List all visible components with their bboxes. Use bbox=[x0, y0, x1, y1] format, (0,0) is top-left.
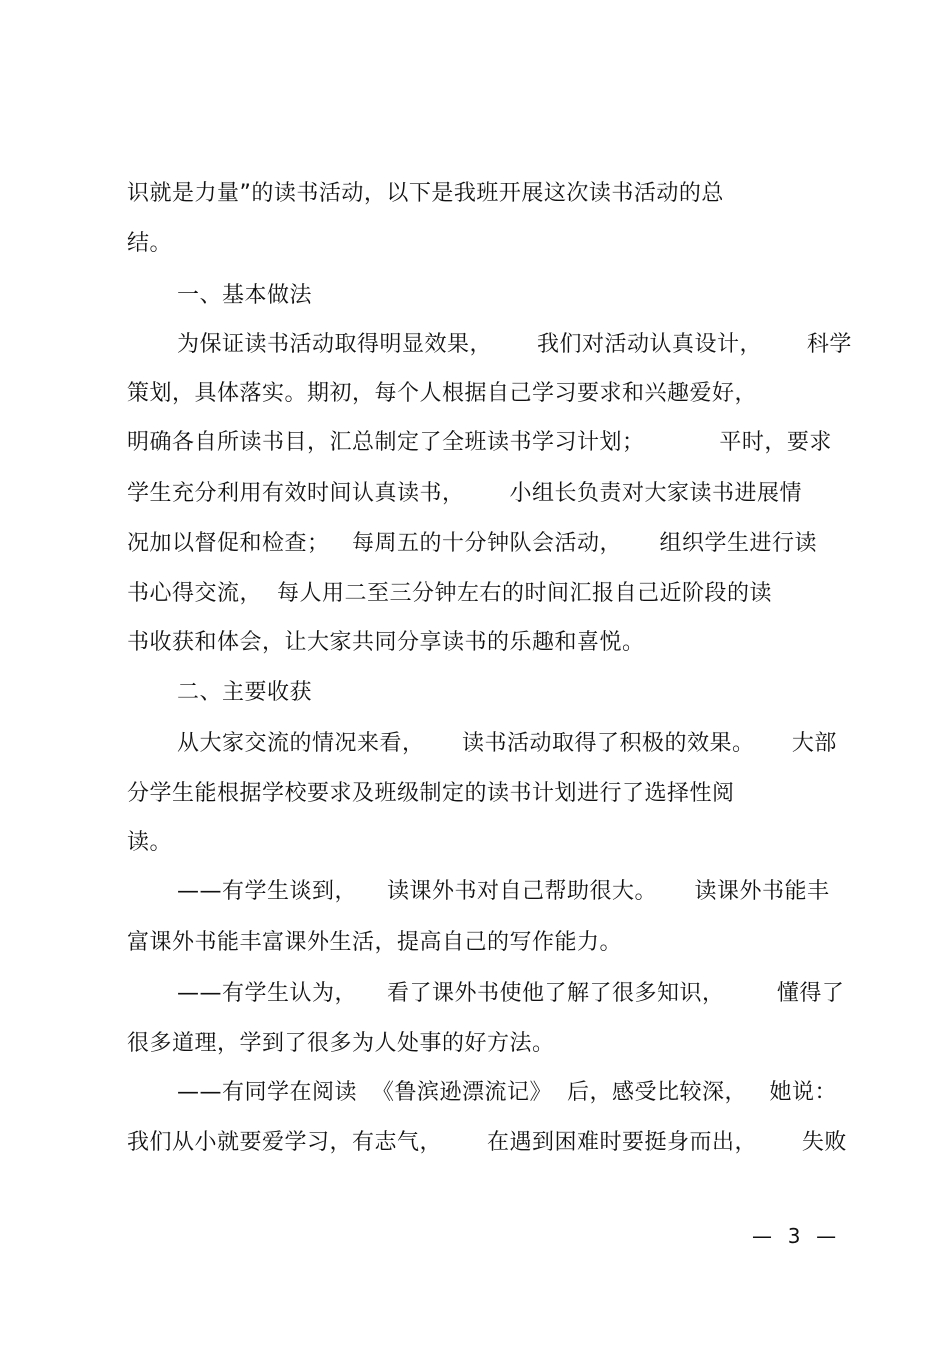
body-text-line: ——有学生谈到， 读课外书对自己帮助很大。 读课外书能丰 bbox=[177, 879, 830, 904]
body-text-line: 学生充分利用有效时间认真读书， 小组长负责对大家读书进展情 bbox=[127, 481, 802, 506]
body-text-line: 书收获和体会，让大家共同分享读书的乐趣和喜悦。 bbox=[127, 630, 645, 655]
section-heading-basic-methods: 一、基本做法 bbox=[177, 283, 313, 308]
body-text-line: 为保证读书活动取得明显效果， 我们对活动认真设计， 科学 bbox=[177, 332, 852, 357]
body-text-line: 策划，具体落实。期初，每个人根据自己学习要求和兴趣爱好， bbox=[127, 381, 758, 406]
section-heading-main-gains: 二、主要收获 bbox=[177, 680, 313, 705]
body-text-line: 从大家交流的情况来看， 读书活动取得了积极的效果。 大部 bbox=[177, 731, 837, 756]
body-text-line: 明确各自所读书目，汇总制定了全班读书学习计划； 平时，要求 bbox=[127, 430, 832, 455]
body-text-line: 很多道理，学到了很多为人处事的好方法。 bbox=[127, 1031, 555, 1056]
body-text-line: 富课外书能丰富课外生活，提高自己的写作能力。 bbox=[127, 930, 623, 955]
body-text-line: 分学生能根据学校要求及班级制定的读书计划进行了选择性阅 bbox=[127, 781, 735, 806]
body-text-line: 我们从小就要爱学习，有志气， 在遇到困难时要挺身而出， 失败 bbox=[127, 1130, 847, 1155]
body-text-line: 书心得交流， 每人用二至三分钟左右的时间汇报自己近阶段的读 bbox=[127, 581, 772, 606]
page-number: — 3 — bbox=[752, 1224, 838, 1248]
body-text-line: 结。 bbox=[127, 231, 173, 256]
body-text-line: 读。 bbox=[127, 830, 173, 855]
body-text-line: 识就是力量”的读书活动，以下是我班开展这次读书活动的总 bbox=[127, 181, 724, 206]
body-text-line: 况加以督促和检查； 每周五的十分钟队会活动， 组织学生进行读 bbox=[127, 531, 817, 556]
body-text-line: ——有学生认为， 看了课外书使他了解了很多知识， 懂得了 bbox=[177, 981, 845, 1006]
body-text-line: ——有同学在阅读 《鲁滨逊漂流记》 后，感受比较深， 她说： bbox=[177, 1080, 837, 1105]
